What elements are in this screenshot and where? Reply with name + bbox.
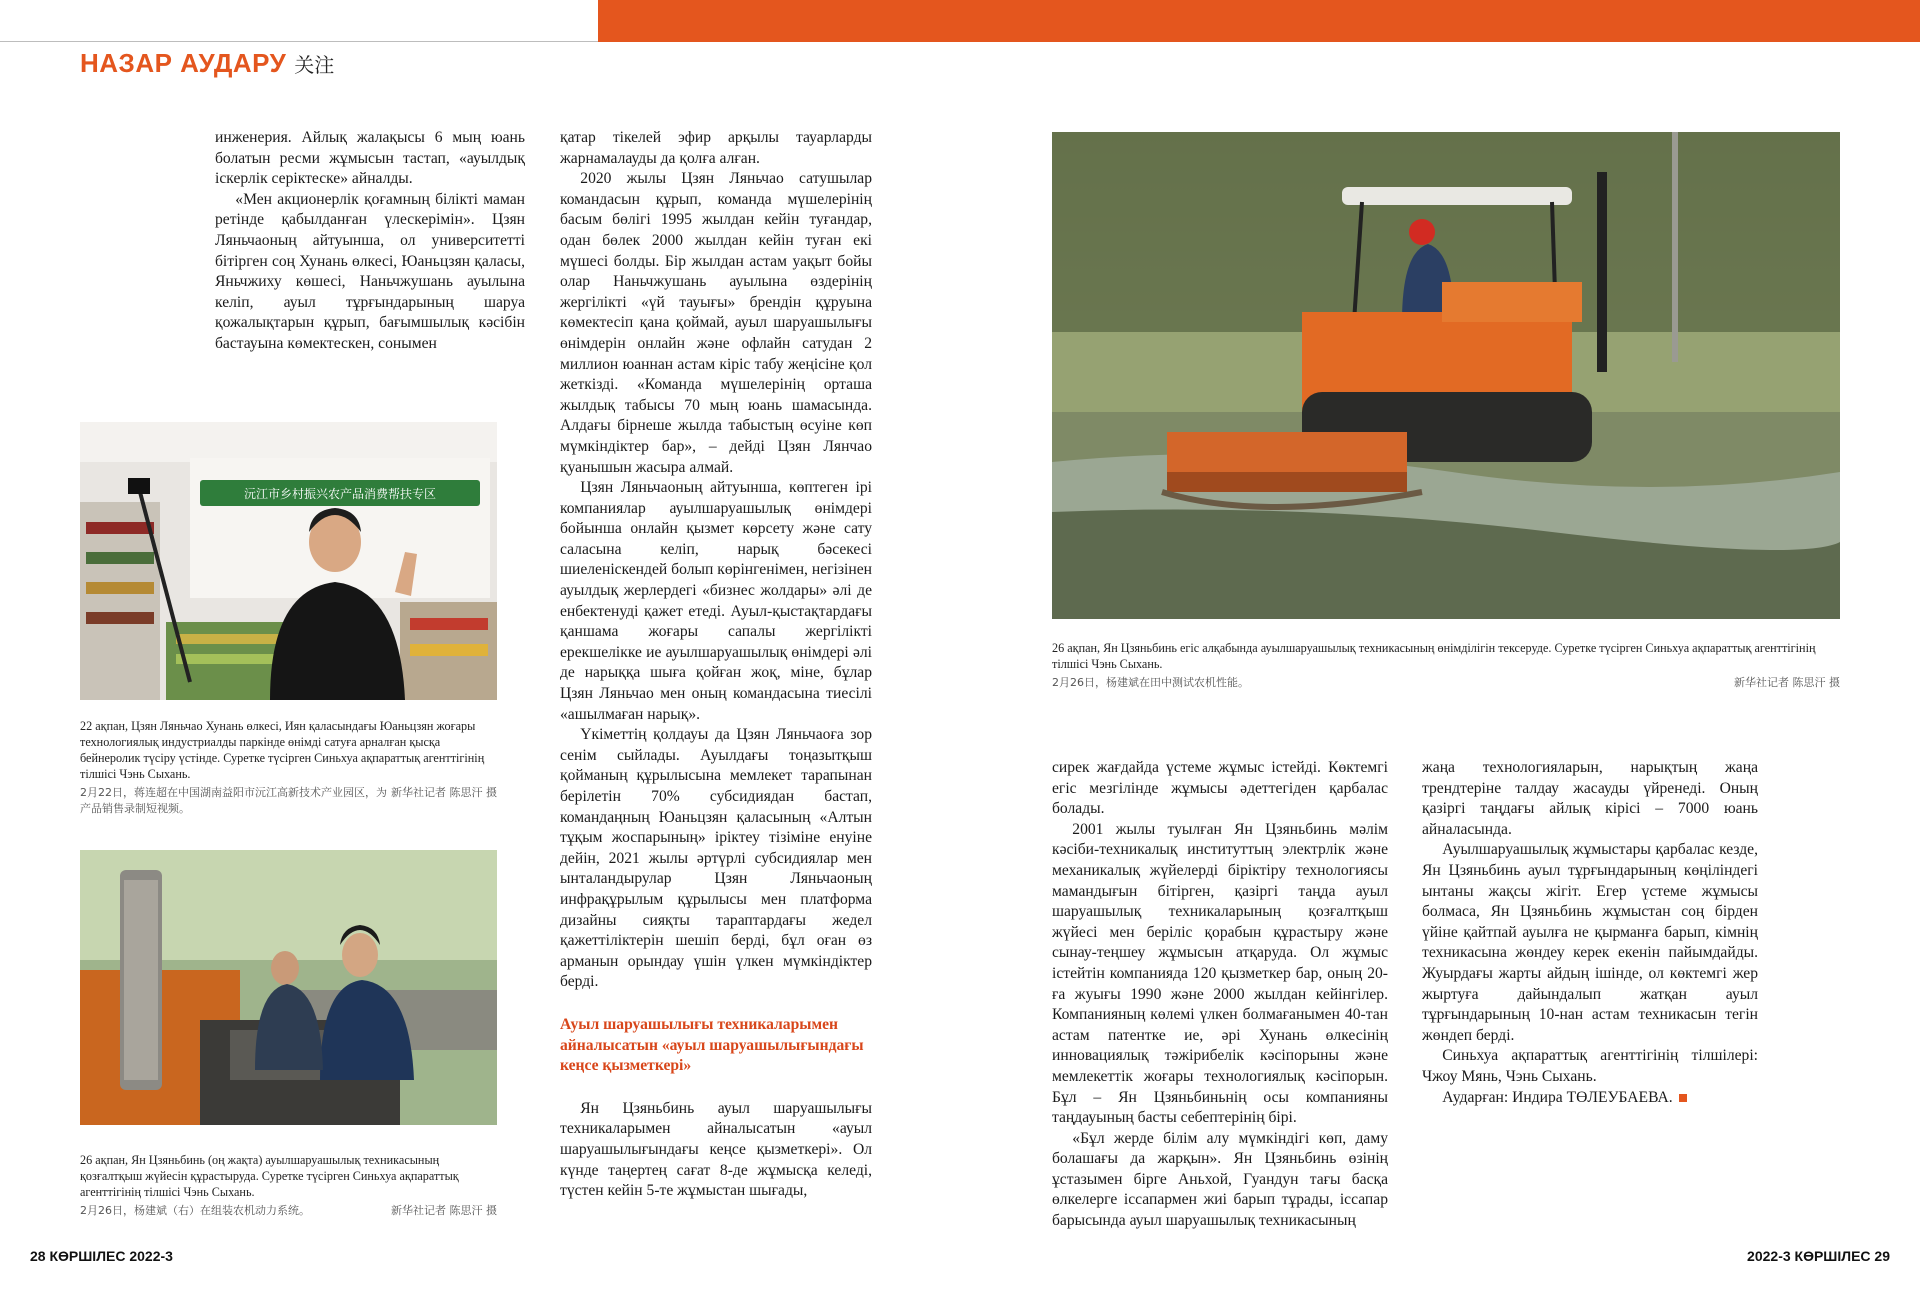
photo-tractor-field [1052, 132, 1840, 619]
text-column-3 [1052, 758, 1388, 1232]
paragraph: Үкіметтің қолдауы да Цзян Ляньчаоға зор сенім сыйлады. Ауылдағы тоңазытқыш қойманың құрылысына мемлекет тарапынан берілетін 70% субсидиядан бастап, командаңның Юаньцзян қаласының «Алтын тұқым жоспарының» іріктеу тізіміне енуіне дейін, 2021 жылы әртүрлі субсидиялар мен ынталандырулар Цзян Ляньчаоның инфрақұрылым құрылысы мен платформа дизайны сияқты тараптардағы жедел қажеттіліктерін шешіп берді, бұл оған өз арманын орындау үшін үлкен мүмкіндіктер берді. [560, 726, 872, 991]
top-accent-bar [598, 0, 1920, 42]
caption-zh: 2月26日，杨建斌（右）在组装农机动力系统。 新华社记者 陈思汗 摄 [80, 1204, 497, 1217]
paragraph: 2001 жылы туылған Ян Цзяньбинь мәлім кәсіби-техникалық институттың электрлік және механикалық жүйелерді біріктіру технологиясы мамандығын бітірген, қазіргі таңда ауыл шаруашылық техникаларының қозғалтқыш жүйесі мен беріліс қорабын құрастыру және сынау-теңшеу жұмысын атқаруда. Ол жұмыс істейтін компанияда 120 қызметкер бар, оның 20-ға жуығы 1990 және 2000 жылдан кейінгілер. Компанияның көлемі үлкен болмағанымен 40-тан астам патентке ие, әрі Хунань өлкесінің инновациялық тәжірибелік кәсіпорыны және мемлекеттік жоғары технологиялық кәсіпорын. Бұл – Ян Цзяньбиньнің осы компанияны таңдауының басты себептерінің бірі. [1052, 820, 1388, 1127]
paragraph: «Мен акционерлік қоғамның білікті маман ретінде қабылданған үлескерімін». Цзян Ляньчаоның айтуынша, ол университетті бітірген соң Хунань өлкесі, Юаньцзян қаласы, Яньчжиху көшесі, Наньчжушань ауылына келіп, ауыл тұрғындарының шаруа қожалықтарын құрып, бағымшылық кәсібін бастауына көмектескен, сонымен [215, 190, 525, 352]
subheading: Ауыл шаруашылығы техникаларымен айналысатын «ауыл шаруашылығындағы кеңсе қызметкері» [560, 1015, 864, 1075]
caption-text: 22 ақпан, Цзян Ляньчао Хунань өлкесі, Иян қаласындағы Юаньцзян жоғары технологиялық индустриалды паркінде өнімді сатуға арналған қысқа бейнеролик түсіру үстінде. Суретке түсірген Синьхуа ақпараттық агенттігінің тілшісі Чэнь Сыхань. [80, 719, 485, 781]
photo-engine-assembly [80, 850, 497, 1125]
store-sign-text: 沅江市乡村振兴农产品消费帮扶专区 [243, 487, 437, 501]
paragraph: қатар тікелей эфир арқылы тауарларды жарнамалауды да қолға алған. [560, 129, 872, 167]
text-column-1 [215, 128, 525, 355]
photo-engine-image [80, 850, 497, 1125]
photo-caption-1 [80, 718, 497, 817]
caption-text: 26 ақпан, Ян Цзяньбинь (оң жақта) ауылшаруашылық техникасының қозғалтқыш жүйесін құрастыруда. Суретке түсірген Синьхуа ақпараттық агенттігінің тілшісі Чэнь Сыхань. [80, 1153, 459, 1199]
photo-livestream-image [80, 422, 497, 700]
photo-credit: 新华社记者 陈思汗 摄 [1734, 676, 1840, 689]
paragraph: инженерия. Айлық жалақысы 6 мың юань болатын ресми жұмысын тастап, «ауылдық іскерлік серіктеске» айналды. [215, 129, 525, 188]
paragraph: 2020 жылы Цзян Ляньчао сатушылар командасын құрып, команда мүшелерінің басым бөлігі 1995 жылдан кейін туғандар, одан бөлек 2000 жылдан кейін туған екі мүшесі болды. Бір жылдан астам уақыт бойы олар Наньчжушань ауылына өздерінің жергілікті «үй тауығы» брендін құруына көмектесіп қана қоймай, ауыл шаруашылығы өнімдерін онлайн және офлайн сатудан 2 миллион юаннан астам кіріс табу жеңісіне қол жеткізді. «Команда мүшелерінің орташа жылдық табысы 70 мың юань шамасында. Алдағы бірнеше жылда табыстың өсуіне көп мүмкіндіктер бар», – дейді Цзян Лянчао қуанышын жасыра алмай. [560, 170, 872, 476]
paragraph: «Бұл жерде білім алу мүмкіндігі көп, даму болашағы да жарқын». Ян Цзяньбинь өзінің ұстазымен бірге Аньхой, Гуандун тағы басқа өлкелерге іссапармен жиі барып тұрады, іссапар барысында ауыл шаруашылық техникасының [1052, 1129, 1388, 1230]
paragraph: сирек жағдайда үстеме жұмыс істейді. Көктемгі егіс мезгілінде жұмысы әдеттегіден қарбалас болады. [1052, 759, 1388, 818]
top-rule [0, 41, 598, 42]
section-title: НАЗАР АУДАРУ [80, 48, 287, 78]
photo-caption-2 [80, 1152, 497, 1219]
paragraph: Ян Цзяньбинь ауыл шаруашылығы техникаларымен айналысатын «ауыл шаруашылығындағы кеңсе қызметкері». Ол күнде таңертең сағат 8-де жұмысқа келеді, түстен кейін 5-те жұмыстан шығады, [560, 1099, 872, 1200]
text-column-4 [1422, 758, 1758, 1108]
end-mark-icon [1679, 1094, 1687, 1102]
paragraph: жаңа технологияларын, нарықтың жаңа трендтеріне талдау жасауды үйренеді. Оның қазіргі таңдағы айлық кірісі – 7000 юань айналасында. [1422, 759, 1758, 838]
photo-caption-3 [1052, 640, 1840, 691]
photo-livestream [80, 422, 497, 700]
photo-tractor-image [1052, 132, 1840, 619]
footer-right: 2022-3 КӨРШІЛЕС 29 [1747, 1248, 1890, 1264]
caption-zh: 2月26日，杨建斌在田中测试农机性能。 新华社记者 陈思汗 摄 [1052, 676, 1840, 689]
photo-credit: 新华社记者 陈思汗 摄 [391, 786, 497, 799]
section-title-zh: 关注 [294, 53, 335, 77]
paragraph: Ауылшаруашылық жұмыстары қарбалас кезде, Ян Цзяньбинь ауыл тұрғындарының көңіліндегі ынтаны жақсы жігіт. Егер үстеме жұмысы болмаса, Ян Цзяньбинь жұмыстан соң бірден үйіне қайтпай ауылға не қырманға барып, кімнің техникасына жөндеу керек екенін пайымдайды. Жуырдағы жарты айдың ішінде, ол көктемгі жер жыртуға дайындалып жатқан ауыл тұрғындарының 10-нан астам техникасын тегін жөндеп берді. [1422, 841, 1758, 1044]
paragraph: Цзян Ляньчаоның айтуынша, көптеген ірі компаниялар ауылшаруашылық өнімдері бойынша онлайн қызмет көрсету және сату саласына келіп, нарық бәсекесі шиеленіскендей болып көрінгенімен, негізінен ауылдық жерлердегі «бизнес жолдары» әлі де енбектенуді қажет етеді. Ауыл-қыстақтардағы қаншама жоғары сапалы жергілікті ерекшелікке ие ауылшаруашылық өнімдері әлі де нарыққа шыға қойған жоқ, міне, бұлар Цзян Ляньчао мен оның командасына тиесілі «ашылмаған нарық». [560, 479, 872, 723]
section-header [80, 48, 334, 79]
translator-line: Аударған: Индира ТӨЛЕУБАЕВА. [1422, 1088, 1758, 1109]
photo-credit: 新华社记者 陈思汗 摄 [391, 1204, 497, 1217]
text-column-2 [560, 128, 872, 1202]
paragraph: Синьхуа ақпараттық агенттігінің тілшілері: Чжоу Мянь, Чэнь Сыхань. [1422, 1047, 1758, 1085]
caption-zh: 2月22日，蒋连超在中国湖南益阳市沅江高新技术产业园区，为产品销售录制短视频。 新华社记者 陈思汗 摄 [80, 786, 497, 815]
footer-left: 28 КӨРШІЛЕС 2022-3 [30, 1248, 173, 1264]
caption-text: 26 ақпан, Ян Цзяньбинь егіс алқабында ауылшаруашылық техникасының өнімділігін тексеруде. Суретке түсірген Синьхуа ақпараттық агенттігінің тілшісі Чэнь Сыхань. [1052, 641, 1816, 671]
